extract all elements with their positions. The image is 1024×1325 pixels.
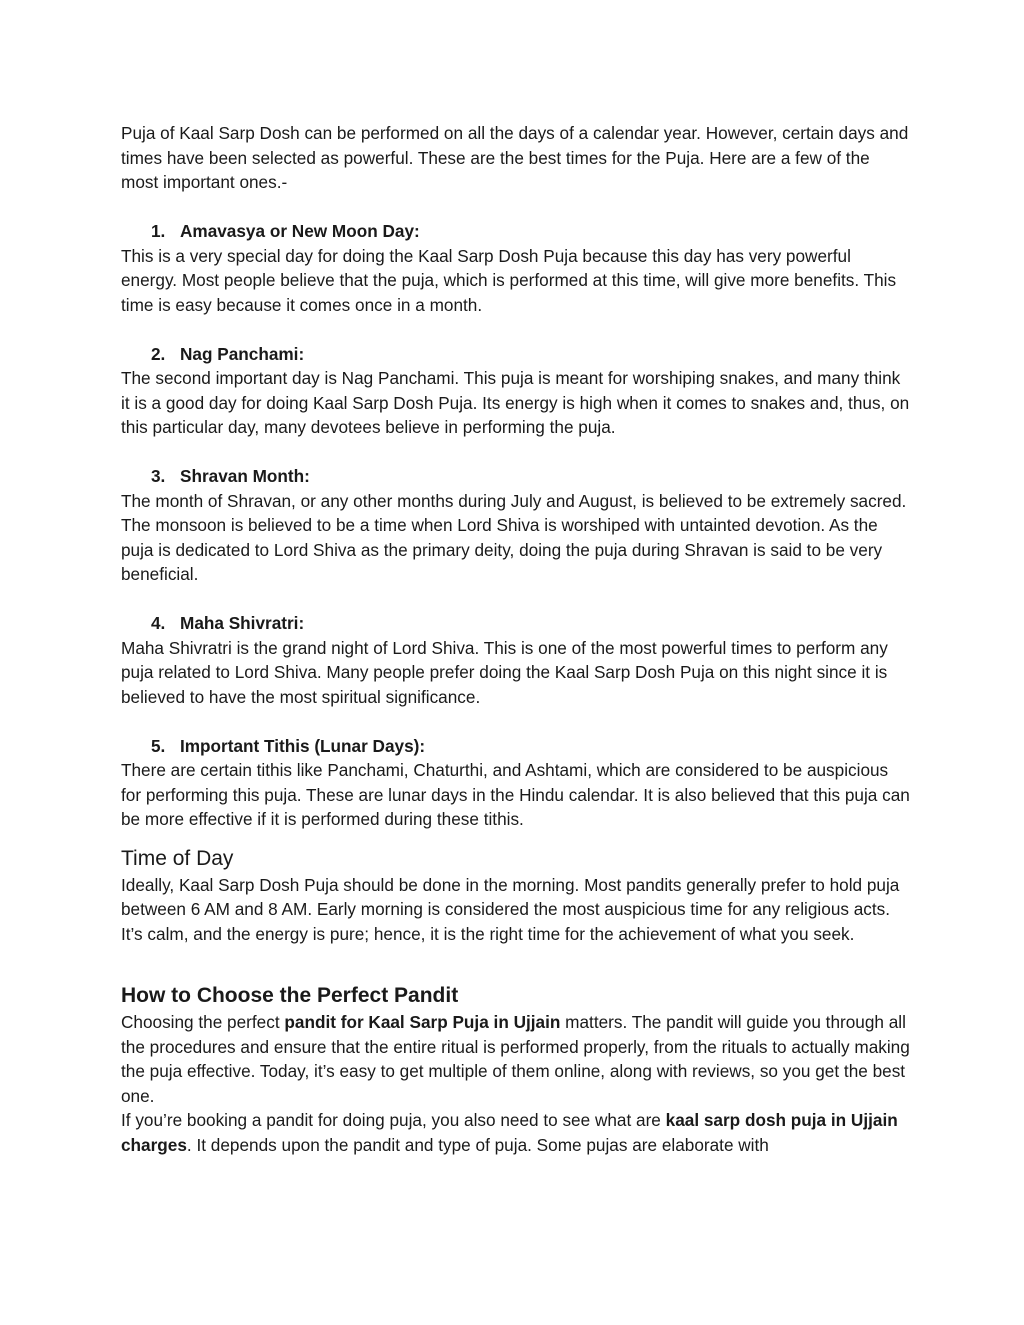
list-item-body-4: Maha Shivratri is the grand night of Lord Shiva. This is one of the most powerful times to perform any puja related to Lord Shiva. Many people prefer doing the Kaal Sarp Dosh Puja on this night since it is believed to have the most spiritual significance. [121,637,888,707]
spacer [121,195,911,220]
spacer [121,317,911,342]
list-item-body-5: There are certain tithis like Panchami, Chaturthi, and Ashtami, which are considered to be auspicious for performing this puja. These are lunar days in the Hindu calendar. It is also believed that this puja can be more effective if it is performed during these tithis. [121,760,910,829]
document-page [121,121,911,1157]
list-number: 5. [151,735,166,756]
list-item-title-4 [121,611,911,636]
spacer [121,587,911,612]
list-number: 2. [151,343,166,364]
choose-pandit-heading: How to Choose the Perfect Pandit [121,984,459,1007]
text-run: . It depends upon the pandit and type of puja. Some pujas are elaborate with [186,1134,769,1155]
list-title: Nag Panchami: [180,343,305,364]
text-run: If you’re booking a pandit for doing puja, you also need to see what are [121,1110,666,1130]
list-title: Shravan Month: [180,466,310,486]
list-item-body-2: The second important day is Nag Panchami. This puja is meant for worshiping snakes, and many think it is a good day for doing Kaal Sarp Dosh Puja. Its energy is high when it comes to snakes and, thus, on this particular day, many devotees believe in performing the puja. [121,368,910,437]
bold-phrase: pandit for Kaal Sarp Puja in Ujjain [284,1012,561,1032]
list-item-body-1: This is a very special day for doing the Kaal Sarp Dosh Puja because this day has very powerful energy. Most people believe that the puja, which is performed at this time, will give more benefits. This time is easy because it comes once in a month. [121,245,897,315]
bold-phrase: kaal sarp dosh puja in Ujjain charges [121,1110,898,1155]
list-title: Amavasya or New Moon Day: [180,221,420,241]
list-title: Important Tithis (Lunar Days): [180,735,426,756]
list-title: Maha Shivratri: [180,613,305,633]
list-item-title-5 [121,734,911,759]
list-item-title-1 [121,219,911,244]
list-number: 1. [151,221,166,241]
time-of-day-heading: Time of Day [121,846,234,870]
time-of-day-paragraph: Ideally, Kaal Sarp Dosh Puja should be done in the morning. Most pandits generally prefer to hold puja between 6 AM and 8 AM. Early morning is considered the most auspicious time for any religious acts. It’s calm, and the energy is pure; hence, it is the right time for the achievement of what you seek. [121,874,900,944]
text-run: Choosing the perfect [121,1012,285,1032]
list-item-title-2 [121,342,911,367]
text-run: matters. The pandit will guide you through all the procedures and ensure that the entire ritual is performed properly, from the rituals to actually making the puja effective. Today, it’s easy to get multiple of them online, along with reviews, so you get the best one. [121,1012,910,1106]
spacer [121,709,911,734]
choose-pandit-paragraph-1 [121,1010,911,1108]
intro-paragraph: Puja of Kaal Sarp Dosh can be performed on all the days of a calendar year. However, certain days and times have been selected as powerful. These are the best times for the Puja. Here are a few of the most important ones.- [121,123,909,192]
list-item-title-3 [121,464,911,489]
choose-pandit-paragraph-2 [121,1108,911,1157]
list-number: 3. [151,466,166,486]
list-item-body-3: The month of Shravan, or any other months during July and August, is believed to be extremely sacred. The monsoon is believed to be a time when Lord Shiva is worshiped with untainted devotion. As the puja is dedicated to Lord Shiva as the primary deity, doing the puja during Shravan is said to be very beneficial. [121,490,907,584]
list-number: 4. [151,613,166,633]
spacer [121,440,911,465]
